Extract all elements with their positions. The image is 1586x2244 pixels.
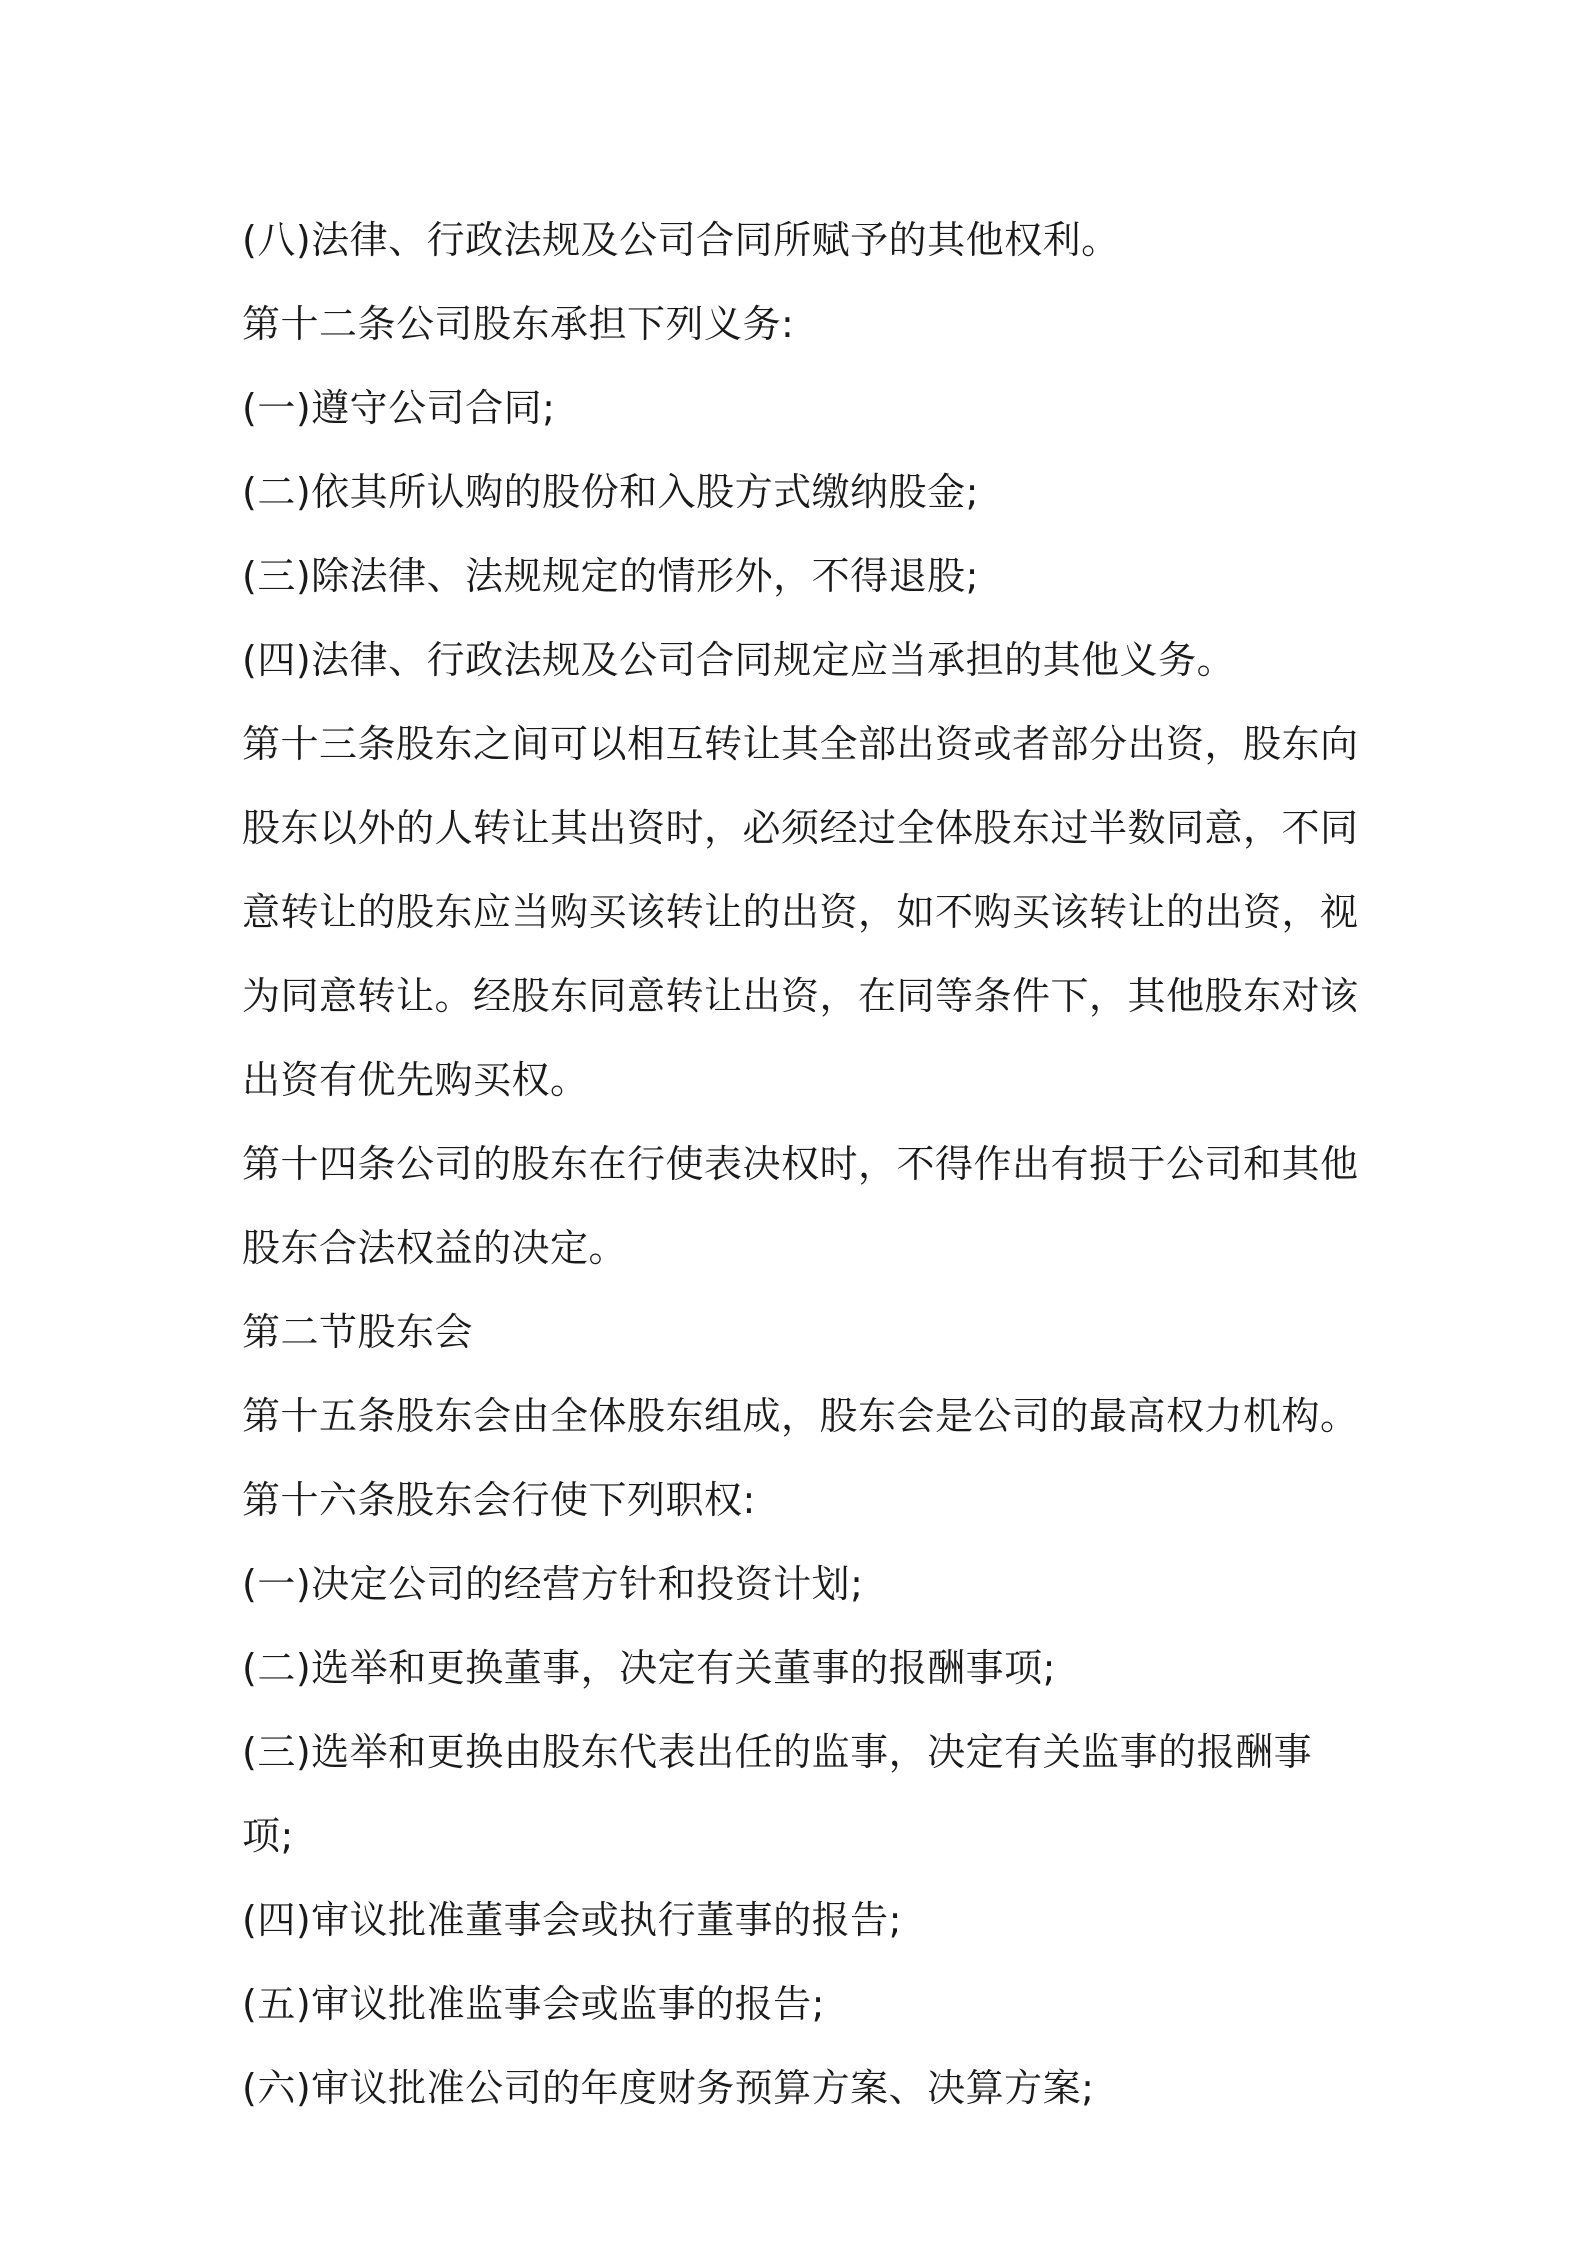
section-2-heading: 第二节股东会 [242, 1310, 474, 1354]
power-item-1: (一)决定公司的经营方针和投资计划; [242, 1562, 864, 1606]
article-15: 第十五条股东会由全体股东组成，股东会是公司的最高权力机构。 [242, 1394, 1359, 1438]
paragraph-rights-8: (八)法律、行政法规及公司合同所赋予的其他权利。 [242, 218, 1120, 262]
obligation-item-3: (三)除法律、法规规定的情形外，不得退股; [242, 554, 979, 598]
article-13: 第十三条股东之间可以相互转让其全部出资或者部分出资，股东向股东以外的人转让其出资时，必须经过全体股东过半数同意，不同意转让的股东应当购买该转让的出资，如不购买该转让的出资，视为同意转让。经股东同意转让出资，在同等条件下，其他股东对该出资有优先购买权。 [242, 722, 1359, 1102]
power-item-5: (五)审议批准监事会或监事的报告; [242, 1982, 825, 2026]
article-14: 第十四条公司的股东在行使表决权时，不得作出有损于公司和其他股东合法权益的决定。 [242, 1142, 1359, 1270]
obligation-item-1: (一)遵守公司合同; [242, 386, 556, 430]
power-item-2: (二)选举和更换董事，决定有关董事的报酬事项; [242, 1646, 1056, 1690]
document-body [242, 198, 1362, 2130]
article-12-heading: 第十二条公司股东承担下列义务: [242, 302, 795, 346]
obligation-item-4: (四)法律、行政法规及公司合同规定应当承担的其他义务。 [242, 638, 1236, 682]
obligation-item-2: (二)依其所认购的股份和入股方式缴纳股金; [242, 470, 979, 514]
power-item-4: (四)审议批准董事会或执行董事的报告; [242, 1898, 902, 1942]
power-item-3: (三)选举和更换由股东代表出任的监事，决定有关监事的报酬事项; [242, 1730, 1313, 1858]
power-item-6: (六)审议批准公司的年度财务预算方案、决算方案; [242, 2066, 1095, 2110]
article-16-heading: 第十六条股东会行使下列职权: [242, 1478, 756, 1522]
